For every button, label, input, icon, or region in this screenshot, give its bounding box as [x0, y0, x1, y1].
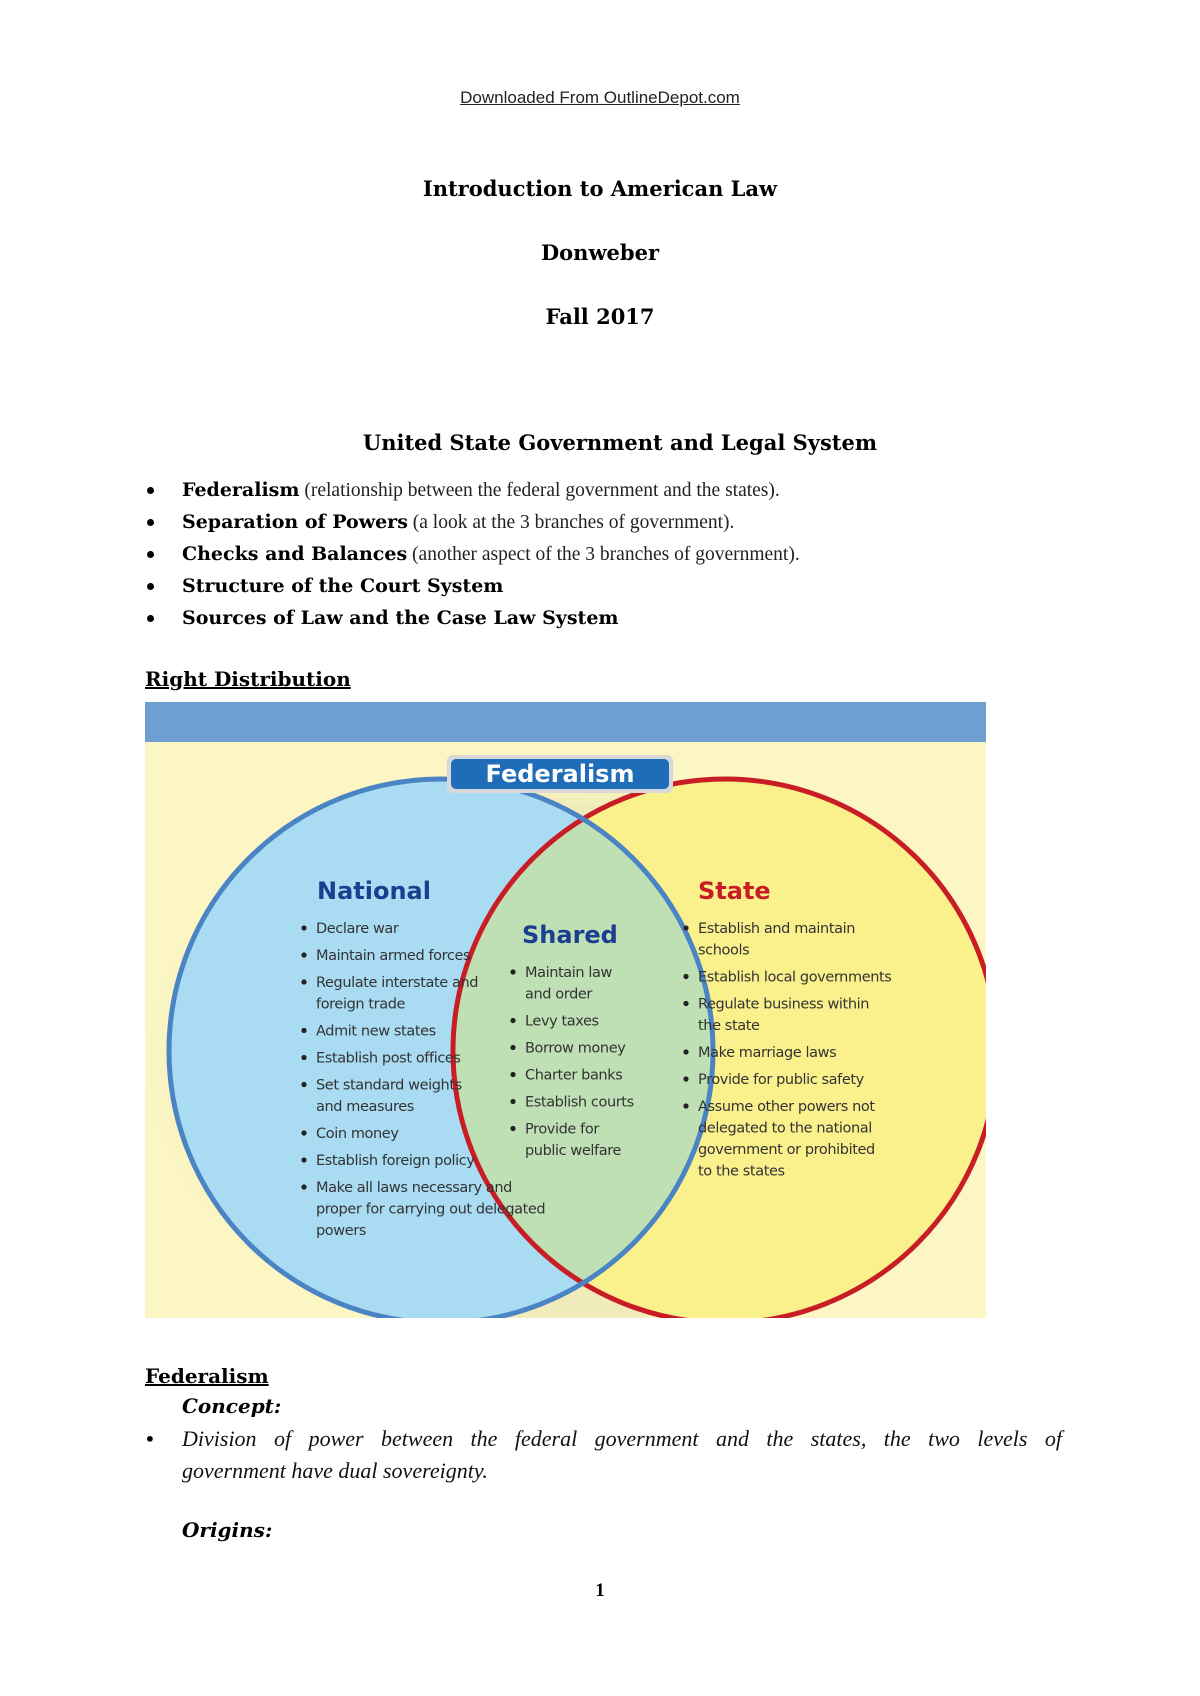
topic-desc: (another aspect of the 3 branches of government). — [407, 544, 800, 565]
bullet-icon — [510, 1126, 515, 1131]
bullet-icon — [301, 1055, 306, 1060]
list-item — [145, 506, 800, 538]
banner-title: Federalism — [485, 760, 635, 788]
bullet-icon — [683, 925, 688, 930]
bullet-icon — [301, 1028, 306, 1033]
topic-term: Structure of the Court System — [182, 575, 504, 597]
state-power-item: Establish and maintain — [698, 921, 856, 937]
bullet-icon — [301, 979, 306, 984]
shared-power-item: Charter banks — [525, 1067, 623, 1084]
bullet-icon — [301, 925, 306, 930]
venn-diagram — [145, 702, 986, 1318]
bullet-icon: • — [144, 1427, 156, 1451]
list-item — [145, 474, 800, 506]
state-power-item: Assume other powers not — [698, 1099, 875, 1115]
national-power-item: Admit new states — [316, 1023, 436, 1040]
bullet-icon — [683, 1001, 688, 1006]
topic-term: Sources of Law and the Case Law System — [182, 607, 619, 629]
topic-term: Checks and Balances — [182, 543, 408, 565]
state-power-item: Provide for public safety — [698, 1072, 864, 1088]
shared-power-item: Establish courts — [525, 1094, 634, 1111]
federalism-heading: Federalism — [145, 1364, 269, 1388]
concept-text-line1: Division of power between the federal government and the states, the two levels of — [182, 1426, 1062, 1451]
state-power-item: delegated to the national — [698, 1120, 872, 1137]
source-link[interactable]: Downloaded From OutlineDepot.com — [460, 88, 740, 107]
state-power-item: Establish local governments — [698, 969, 892, 986]
page-number: 1 — [595, 1580, 605, 1601]
national-power-item: Maintain armed forces — [316, 948, 471, 964]
national-power-item: Make all laws necessary and — [316, 1180, 512, 1196]
shared-power-item: and order — [525, 986, 592, 1003]
section-title: United State Government and Legal System — [362, 430, 878, 455]
national-power-item: proper for carrying out delegated — [316, 1201, 546, 1218]
national-power-item: foreign trade — [316, 996, 406, 1013]
bullet-icon — [301, 1184, 306, 1189]
shared-power-item: Levy taxes — [525, 1013, 599, 1030]
bullet-icon — [147, 551, 154, 558]
concept-text-line2: government have dual sovereignty. — [182, 1458, 488, 1483]
national-power-item: Establish foreign policy — [316, 1153, 475, 1169]
bullet-icon — [301, 1157, 306, 1162]
shared-power-item: Maintain law — [525, 965, 612, 981]
bullet-icon — [147, 583, 154, 590]
shared-power-item: public welfare — [525, 1143, 621, 1159]
origins-label: Origins: — [182, 1518, 273, 1542]
bullet-icon — [683, 974, 688, 979]
bullet-icon — [510, 969, 515, 974]
national-power-item: and measures — [316, 1099, 414, 1115]
topic-term: Federalism — [182, 479, 300, 501]
bullet-icon — [301, 1130, 306, 1135]
state-power-item: schools — [698, 942, 750, 959]
state-power-item: government or prohibited — [698, 1142, 875, 1158]
bullet-icon — [510, 1018, 515, 1023]
state-power-item: to the states — [698, 1163, 785, 1180]
topic-desc: (a look at the 3 branches of government). — [407, 512, 735, 533]
shared-power-item: Borrow money — [525, 1040, 626, 1057]
topic-term: Separation of Powers — [182, 511, 408, 533]
term-label: Fall 2017 — [545, 304, 655, 329]
list-item — [145, 602, 800, 634]
national-power-item: Set standard weights — [316, 1077, 462, 1094]
national-power-item: Establish post offices — [316, 1050, 461, 1067]
bullet-icon — [510, 1099, 515, 1104]
course-title: Introduction to American Law — [422, 176, 778, 201]
shared-title: Shared — [522, 921, 618, 949]
bullet-icon — [147, 487, 154, 494]
national-power-item: powers — [316, 1223, 366, 1239]
shared-power-item: Provide for — [525, 1121, 599, 1138]
state-power-item: Regulate business within — [698, 996, 870, 1013]
state-power-item: Make marriage laws — [698, 1045, 837, 1061]
bullet-icon — [301, 952, 306, 957]
bullet-icon — [147, 519, 154, 526]
national-power-item: Regulate interstate and — [316, 975, 479, 991]
bullet-icon — [683, 1103, 688, 1108]
federalism-diagram — [145, 702, 986, 1318]
concept-label: Concept: — [182, 1394, 282, 1418]
bullet-icon — [510, 1072, 515, 1077]
topics-list — [145, 474, 800, 634]
state-power-item: the state — [698, 1018, 760, 1034]
national-title: National — [317, 877, 431, 905]
bullet-icon — [510, 1045, 515, 1050]
bullet-icon — [683, 1076, 688, 1081]
topic-desc: (relationship between the federal government and the states). — [299, 480, 780, 501]
author-name: Donweber — [540, 240, 660, 265]
national-power-item: Coin money — [316, 1126, 399, 1142]
national-power-item: Declare war — [316, 921, 399, 937]
state-title: State — [698, 877, 771, 905]
bullet-icon — [683, 1049, 688, 1054]
bullet-icon — [147, 615, 154, 622]
right-distribution-heading: Right Distribution — [145, 667, 351, 691]
bullet-icon — [301, 1082, 306, 1087]
list-item — [145, 538, 800, 570]
list-item — [145, 570, 800, 602]
